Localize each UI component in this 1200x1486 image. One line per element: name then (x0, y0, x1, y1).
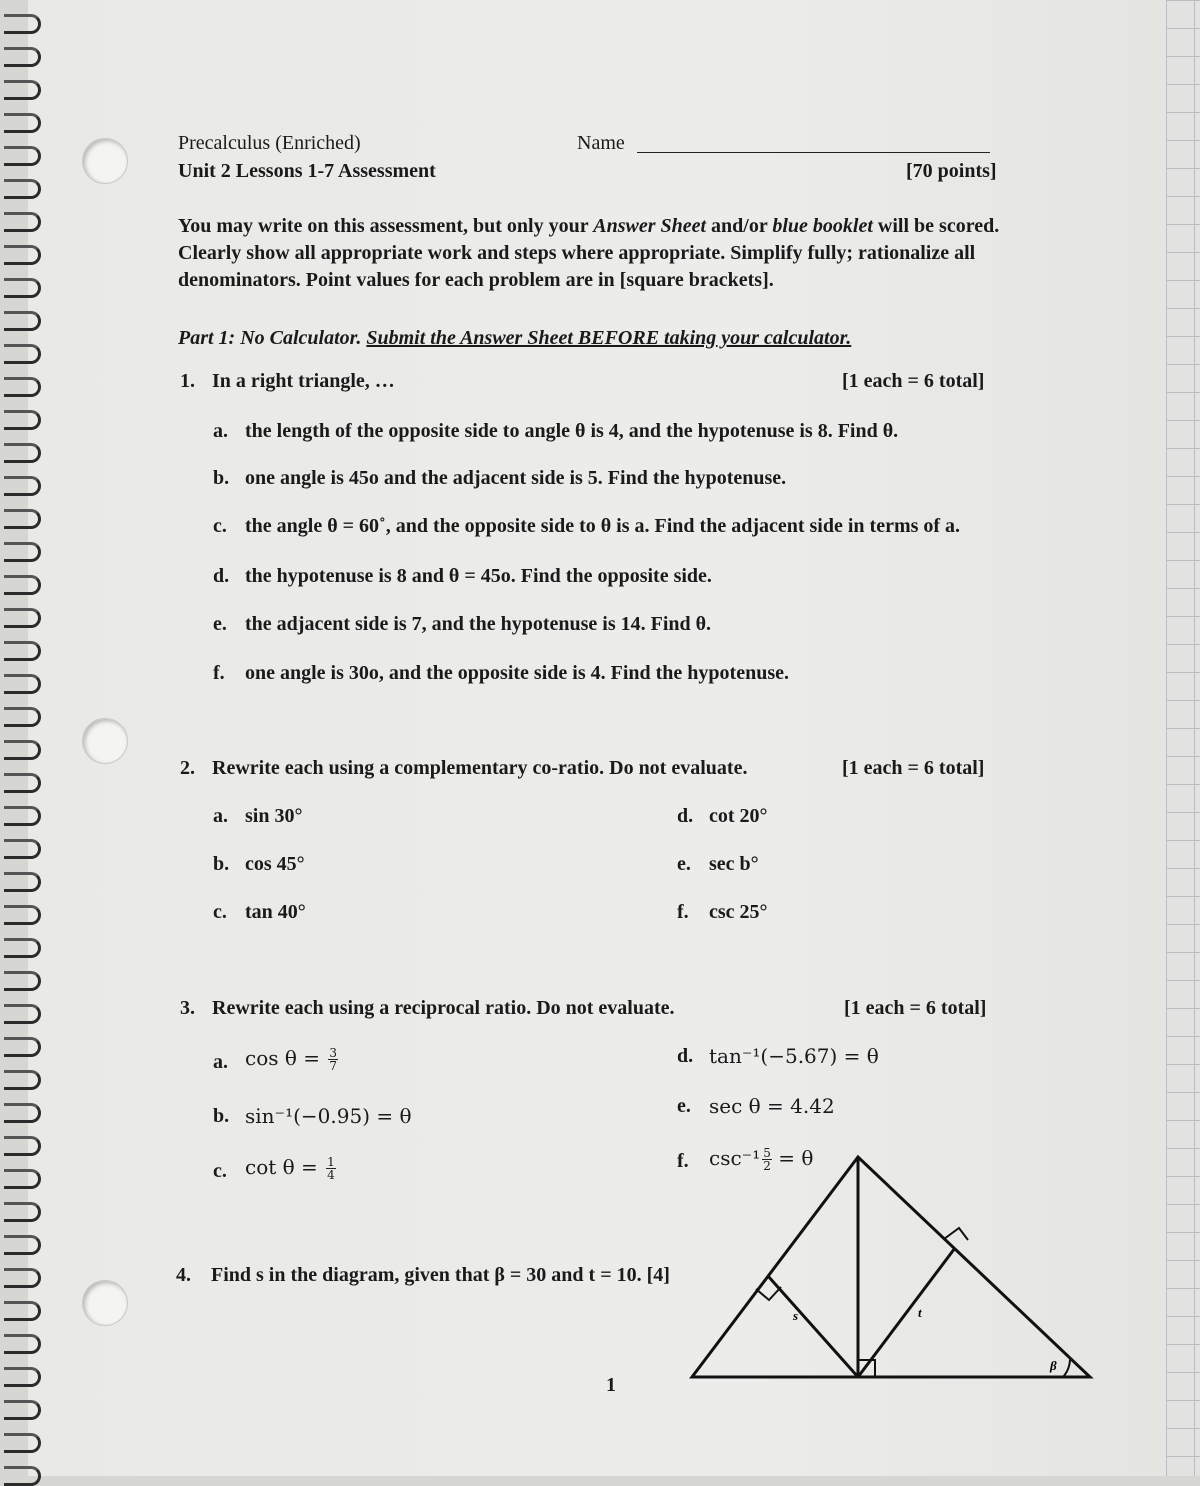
binding-coil (0, 1396, 44, 1418)
binding-coil (0, 340, 44, 362)
binding-coil (0, 571, 44, 593)
graph-paper-edge (1166, 0, 1200, 1476)
coil-wire (4, 410, 41, 430)
q1-item-letter: b. (213, 467, 230, 489)
binding-coil (0, 109, 44, 131)
binding-coil (0, 901, 44, 923)
coil-wire (4, 1136, 41, 1156)
q2-item-letter: c. (213, 901, 227, 923)
binding-coil (0, 208, 44, 230)
coil-wire (4, 1235, 41, 1255)
label-s: s (793, 1308, 799, 1323)
beta-arc (1063, 1358, 1070, 1377)
coil-wire (4, 542, 41, 562)
q3-item-b: sin⁻¹(−0.95) = θ (245, 1104, 412, 1128)
q1-item-letter: d. (213, 565, 230, 587)
part1-heading: Part 1: No Calculator. Submit the Answer Sheet BEFORE taking your calculator. (178, 327, 852, 349)
q1-item-letter: a. (213, 420, 228, 442)
binding-coil (0, 769, 44, 791)
coil-wire (4, 476, 41, 496)
q1-prompt: In a right triangle, … (212, 370, 395, 392)
q3-item-f: csc⁻¹ $\frac{5}{2}$ = θ (709, 1146, 814, 1173)
binding-coil (0, 538, 44, 560)
coil-wire (4, 311, 41, 331)
coil-wire (4, 905, 41, 925)
coil-wire (4, 1334, 41, 1354)
coil-wire (4, 1466, 41, 1486)
coil-wire (4, 1169, 41, 1189)
binding-coil (0, 1066, 44, 1088)
binding-coil (0, 934, 44, 956)
q1-points: [1 each = 6 total] (842, 370, 985, 392)
coil-wire (4, 1400, 41, 1420)
binding-coil (0, 868, 44, 890)
q3-item-c: cot θ = $\frac{1}{4}$ (245, 1155, 335, 1182)
coil-wire (4, 1103, 41, 1123)
q1-item-text: the angle θ = 60˚, and the opposite side to θ is a. Find the adjacent side in terms of a. (245, 515, 961, 537)
coil-wire (4, 14, 41, 34)
binding-coil (0, 670, 44, 692)
coil-wire (4, 278, 41, 298)
coil-wire (4, 212, 41, 232)
binding-coil (0, 1165, 44, 1187)
q2-points: [1 each = 6 total] (842, 757, 985, 779)
binding-coil (0, 637, 44, 659)
binding-coil (0, 1033, 44, 1055)
coil-wire (4, 707, 41, 727)
q4-number: 4. (176, 1264, 191, 1286)
q1-item-text: one angle is 30ο, and the opposite side is 4. Find the hypotenuse. (245, 662, 789, 684)
coil-wire (4, 146, 41, 166)
binding-coil (0, 736, 44, 758)
q2-item-letter: d. (677, 805, 694, 827)
coil-wire (4, 1004, 41, 1024)
binding-coil (0, 142, 44, 164)
q3-item-letter: b. (213, 1105, 230, 1127)
q2-item-text: sin 30° (245, 805, 303, 827)
binding-coil (0, 1363, 44, 1385)
course-title: Precalculus (Enriched) (178, 132, 361, 154)
segment-t (858, 1248, 955, 1377)
coil-wire (4, 1367, 41, 1387)
binding-coil (0, 1429, 44, 1451)
coil-wire (4, 641, 41, 661)
coil-wire (4, 1301, 41, 1321)
coil-wire (4, 1202, 41, 1222)
coil-wire (4, 806, 41, 826)
q3-item-letter: c. (213, 1160, 227, 1182)
q3-points: [1 each = 6 total] (844, 997, 987, 1019)
q1-item-text: the length of the opposite side to angle θ is 4, and the hypotenuse is 8. Find θ. (245, 420, 899, 442)
binding-coil (0, 1099, 44, 1121)
q4-prompt: Find s in the diagram, given that β = 30 and t = 10. [4] (211, 1264, 670, 1286)
coil-wire (4, 47, 41, 67)
coil-wire (4, 773, 41, 793)
binding-coil (0, 802, 44, 824)
binding-coil (0, 43, 44, 65)
binding-coil (0, 406, 44, 428)
coil-wire (4, 443, 41, 463)
label-beta: β (1050, 1358, 1057, 1373)
q3-item-letter: a. (213, 1051, 228, 1073)
q2-item-letter: a. (213, 805, 228, 827)
q1-number: 1. (180, 370, 195, 392)
binding-coil (0, 1462, 44, 1484)
label-t: t (918, 1305, 922, 1320)
coil-wire (4, 839, 41, 859)
q2-number: 2. (180, 757, 195, 779)
binding-coil (0, 472, 44, 494)
binding-coil (0, 1231, 44, 1253)
coil-wire (4, 509, 41, 529)
binding-coil (0, 505, 44, 527)
coil-wire (4, 344, 41, 364)
coil-wire (4, 113, 41, 133)
q2-item-letter: b. (213, 853, 230, 875)
q3-item-d: tan⁻¹(−5.67) = θ (709, 1044, 879, 1068)
q3-number: 3. (180, 997, 195, 1019)
q2-prompt: Rewrite each using a complementary co-ratio. Do not evaluate. (212, 757, 748, 779)
q2-item-text: cos 45° (245, 853, 305, 875)
binding-coil (0, 10, 44, 32)
coil-wire (4, 608, 41, 628)
q2-item-text: csc 25° (709, 901, 768, 923)
q1-item-letter: f. (213, 662, 225, 684)
triangle-diagram (680, 1140, 1100, 1400)
binding-coil (0, 1264, 44, 1286)
binding-coil (0, 703, 44, 725)
q3-prompt: Rewrite each using a reciprocal ratio. Do not evaluate. (212, 997, 675, 1019)
punch-hole-top (82, 138, 128, 184)
q3-item-e: sec θ = 4.42 (709, 1094, 835, 1118)
name-blank (637, 152, 990, 153)
binding-coil (0, 1198, 44, 1220)
q1-item-text: one angle is 45ο and the adjacent side is 5. Find the hypotenuse. (245, 467, 787, 489)
binding-coil (0, 835, 44, 857)
coil-wire (4, 575, 41, 595)
binding-coil (0, 373, 44, 395)
q1-item-text: the hypotenuse is 8 and θ = 45ο. Find the opposite side. (245, 565, 712, 587)
outer-triangle (692, 1157, 1090, 1377)
binding-coil (0, 1297, 44, 1319)
name-label: Name (577, 132, 625, 154)
binding-coil (0, 175, 44, 197)
coil-wire (4, 1037, 41, 1057)
unit-title: Unit 2 Lessons 1-7 Assessment (178, 160, 436, 182)
coil-wire (4, 872, 41, 892)
binding-coil (0, 274, 44, 296)
punch-hole-middle (82, 718, 128, 764)
q1-item-letter: c. (213, 515, 227, 537)
binding-coil (0, 967, 44, 989)
q3-item-letter: e. (677, 1095, 691, 1117)
instructions: You may write on this assessment, but only your Answer Sheet and/or blue booklet will be scored. Clearly show all appropriate work and steps where appropriate. Simplify fully; rationalize all denominators. Point values for each problem are in [square brackets]. (178, 215, 1000, 291)
coil-wire (4, 740, 41, 760)
coil-wire (4, 1433, 41, 1453)
binding-coil (0, 1000, 44, 1022)
binding-coil (0, 439, 44, 461)
points-total: [70 points] (906, 160, 997, 182)
q3-item-a: cos θ = $\frac{3}{7}$ (245, 1046, 338, 1073)
coil-wire (4, 1070, 41, 1090)
right-angle-mark (944, 1228, 968, 1240)
coil-wire (4, 1268, 41, 1288)
binding-coil (0, 241, 44, 263)
binding-coil (0, 307, 44, 329)
q2-item-text: tan 40° (245, 901, 306, 923)
q2-item-letter: f. (677, 901, 689, 923)
q2-item-letter: e. (677, 853, 691, 875)
q2-item-text: cot 20° (709, 805, 768, 827)
coil-wire (4, 377, 41, 397)
segment-s (768, 1276, 858, 1377)
coil-wire (4, 245, 41, 265)
q1-item-text: the adjacent side is 7, and the hypotenuse is 14. Find θ. (245, 613, 712, 635)
coil-wire (4, 674, 41, 694)
coil-wire (4, 938, 41, 958)
binding-coil (0, 76, 44, 98)
binding-coil (0, 604, 44, 626)
coil-wire (4, 179, 41, 199)
coil-wire (4, 971, 41, 991)
q1-item-letter: e. (213, 613, 227, 635)
coil-wire (4, 80, 41, 100)
binding-coil (0, 1330, 44, 1352)
binding-coil (0, 1132, 44, 1154)
q3-item-letter: d. (677, 1045, 694, 1067)
q2-item-text: sec b° (709, 853, 759, 875)
page-number: 1 (606, 1374, 616, 1396)
q3-item-letter: f. (677, 1150, 689, 1172)
punch-hole-bottom (82, 1280, 128, 1326)
